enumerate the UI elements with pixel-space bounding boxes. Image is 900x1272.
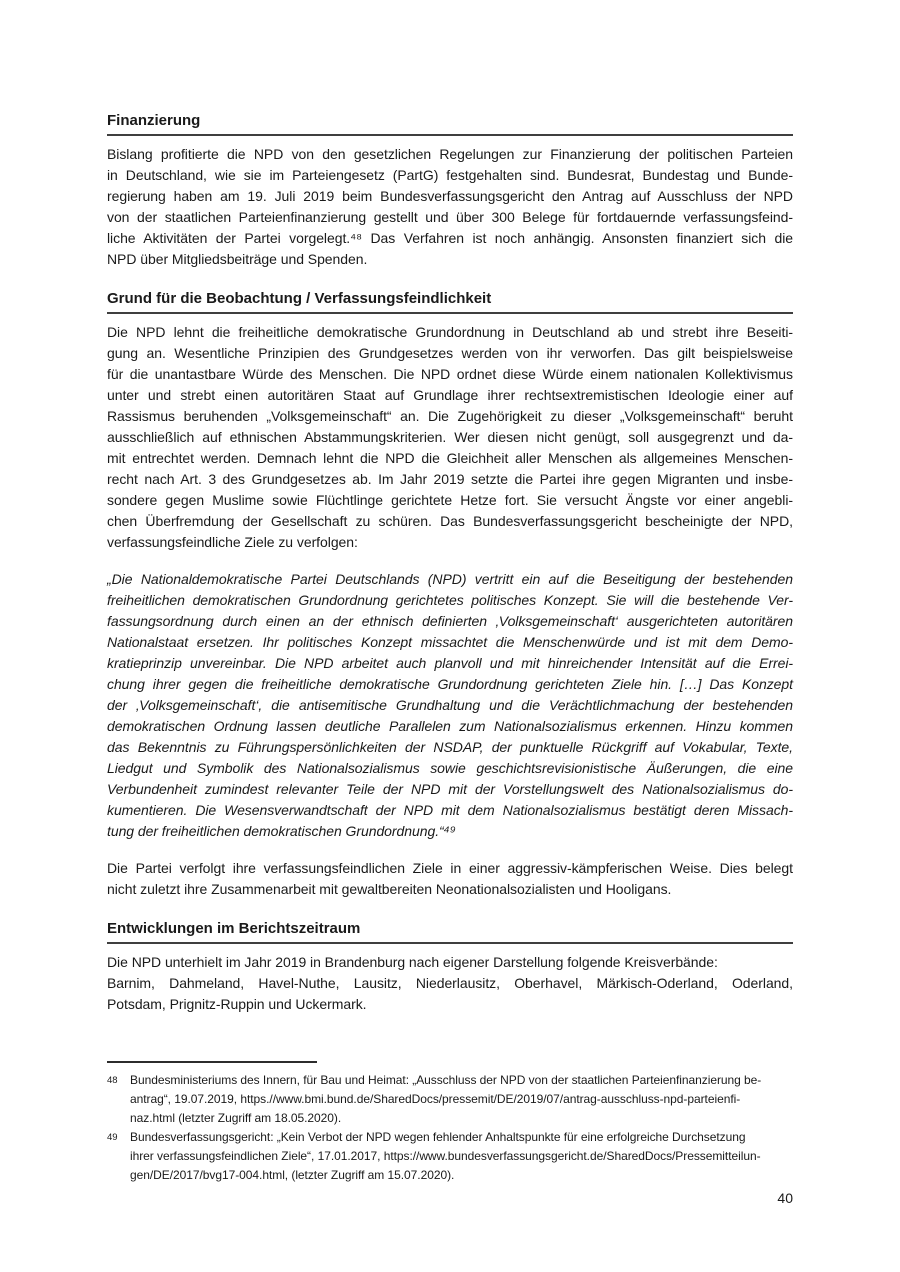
text-line: Die Partei verfolgt ihre verfassungsfeindlichen Ziele in einer aggressiv-kämpferischen Weise. Dies belegt (107, 860, 793, 876)
text-line: ausschließlich auf ethnischen Abstammungskriterien. Wer diesen nicht genügt, soll ausgegrenzt und da- (107, 429, 793, 445)
text-line: von der staatlichen Parteienfinanzierung gestellt und über 300 Belege für fortdauernde verfassungsfeind- (107, 209, 793, 225)
text-line: Verbundenheit zumindest relevanter Teile der NPD mit der Vorstellungswelt des Nationalsozialismus do- (107, 781, 793, 797)
footnote-line: gen/DE/2017/bvg17-004.html, (letzter Zugriff am 15.07.2020). (130, 1168, 455, 1182)
footnote (107, 1128, 793, 1185)
text-line: Potsdam, Prignitz-Ruppin und Uckermark. (107, 996, 367, 1012)
text-line: chen Überfremdung der Gesellschaft zu schüren. Das Bundesverfassungsgericht bescheinigte der NPD, (107, 513, 793, 529)
text-line: kumentieren. Die Wesensverwandtschaft der NPD mit dem Nationalsozialismus bestätigt deren Missach- (107, 802, 793, 818)
text-line: liche Aktivitäten der Partei vorgelegt.⁴⁸ Das Verfahren ist noch anhängig. Ansonsten finanziert sich die (107, 230, 793, 246)
text-line: fassungsordnung durch einen an der ethnisch definierten ‚Volksgemeinschaft‘ ausgerichteten autoritären (107, 613, 793, 629)
footnotes-area (107, 1061, 793, 1185)
footnote-marker: 48 (107, 1075, 118, 1086)
text-line: tung der freiheitlichen demokratischen Grundordnung.“⁴⁹ (107, 823, 456, 839)
text-line: regierung haben am 19. Juli 2019 beim Bundesverfassungsgericht den Antrag auf Ausschluss der NPD (107, 188, 793, 204)
page-body (107, 110, 793, 1015)
text-line: demokratischen Ordnung lassen deutliche Parallelen zum Nationalsozialismus erkennen. Hinzu kommen (107, 718, 793, 734)
text-line: Die NPD lehnt die freiheitliche demokratische Grundordnung in Deutschland ab und strebt ihre Beseiti- (107, 324, 793, 340)
text-line: Liedgut und Symbolik des Nationalsozialismus sowie geschichtsrevisionistische Äußerungen, die eine (107, 760, 793, 776)
text-line: recht nach Art. 3 des Grundgesetzes ab. Im Jahr 2019 setzte die Partei ihre gegen Migranten und insbe- (107, 471, 793, 487)
text-line: gung an. Wesentliche Prinzipien des Grundgesetzes werden von ihr verworfen. Das gilt beispielsweise (107, 345, 793, 361)
text-line: Rassismus beruhenden „Volksgemeinschaft“ an. Die Zugehörigkeit zu dieser „Volksgemeinschaft“ beruht (107, 408, 793, 424)
section (107, 918, 793, 1015)
text-line: NPD über Mitgliedsbeiträge und Spenden. (107, 251, 368, 267)
paragraph (107, 322, 793, 553)
page-number: 40 (777, 1190, 793, 1206)
footnote-line: ihrer verfassungsfeindlichen Ziele“, 17.01.2017, https://www.bundesverfassungsgericht.de/SharedDocs/Pressemitteilun- (130, 1149, 761, 1163)
text-line: „Die Nationaldemokratische Partei Deutschlands (NPD) vertritt ein auf die Beseitigung der bestehenden (107, 571, 793, 587)
text-line: unter und strebt einen autoritären Staat auf Grundlage ihrer rechtsextremistischen Ideologie einer auf (107, 387, 793, 403)
footnote (107, 1071, 793, 1128)
section (107, 110, 793, 270)
footnote-separator (107, 1061, 317, 1063)
text-line: in Deutschland, wie sie im Parteiengesetz (PartG) festgehalten sind. Bundesrat, Bundestag und Bunde- (107, 167, 793, 183)
section-heading: Finanzierung (107, 110, 793, 136)
section-heading: Entwicklungen im Berichtszeitraum (107, 918, 793, 944)
text-line: für die unantastbare Würde des Menschen. Die NPD ordnet diese Würde einem nationalen Kollektivismus (107, 366, 793, 382)
footnote-text (130, 1128, 793, 1185)
footnote-line: antrag“, 19.07.2019, https.//www.bmi.bund.de/SharedDocs/pressemit/DE/2019/07/antrag-ausschluss-npd-parteienfi- (130, 1092, 741, 1106)
footnote-line: Bundesministeriums des Innern, für Bau und Heimat: „Ausschluss der NPD von der staatlichen Parteienfinanzierung be- (130, 1073, 762, 1087)
paragraph (107, 144, 793, 270)
section (107, 288, 793, 900)
footnote-line: Bundesverfassungsgericht: „Kein Verbot der NPD wegen fehlender Anhaltspunkte für eine erfolgreiche Durchsetzung (130, 1130, 746, 1144)
text-line: Bislang profitierte die NPD von den gesetzlichen Regelungen zur Finanzierung der politischen Parteien (107, 146, 793, 162)
text-line: Barnim, Dahmeland, Havel-Nuthe, Lausitz, Niederlausitz, Oberhavel, Märkisch-Oderland, Oderland, (107, 975, 793, 991)
footnote-marker: 49 (107, 1132, 118, 1143)
text-line: nicht zuletzt ihre Zusammenarbeit mit gewaltbereiten Neonationalsozialisten und Hooligans. (107, 881, 672, 897)
text-line: Nationalstaat ersetzen. Ihr politisches Konzept missachtet die Menschenwürde und ist mit dem Demo- (107, 634, 793, 650)
text-line: mit entrechtet werden. Demnach lehnt die NPD die Gleichheit aller Menschen als allgemeines Menschen- (107, 450, 793, 466)
block-quote (107, 569, 793, 842)
footnote-list (107, 1071, 793, 1185)
text-line: das Bekenntnis zu Führungspersönlichkeiten der NSDAP, der punktuelle Rückgriff auf Vokabular, Texte, (107, 739, 793, 755)
footnote-line: naz.html (letzter Zugriff am 18.05.2020). (130, 1111, 342, 1125)
paragraph (107, 858, 793, 900)
text-line: kratieprinzip unvereinbar. Die NPD arbeitet auch planvoll und mit hinreichender Intensität auf die Errei- (107, 655, 793, 671)
section-heading: Grund für die Beobachtung / Verfassungsfeindlichkeit (107, 288, 793, 314)
footnote-text (130, 1071, 793, 1128)
text-line: freiheitlichen demokratischen Grundordnung gerichtetes politisches Konzept. Sie will die bestehende Ver- (107, 592, 793, 608)
paragraph (107, 952, 793, 1015)
text-line: sondere gegen Muslime sowie Flüchtlinge gerichtete Hetze fort. Sie versucht Ängste vor einer angebli- (107, 492, 793, 508)
text-line: Die NPD unterhielt im Jahr 2019 in Brandenburg nach eigener Darstellung folgende Kreisverbände: (107, 954, 718, 970)
text-line: verfassungsfeindliche Ziele zu verfolgen: (107, 534, 358, 550)
text-line: der ‚Volksgemeinschaft‘, die antisemitische Grundhaltung und die Verächtlichmachung der bestehenden (107, 697, 793, 713)
text-line: chung ihrer gegen die freiheitliche demokratische Grundordnung gerichteten Ziele hin. […] Das Konzept (107, 676, 793, 692)
